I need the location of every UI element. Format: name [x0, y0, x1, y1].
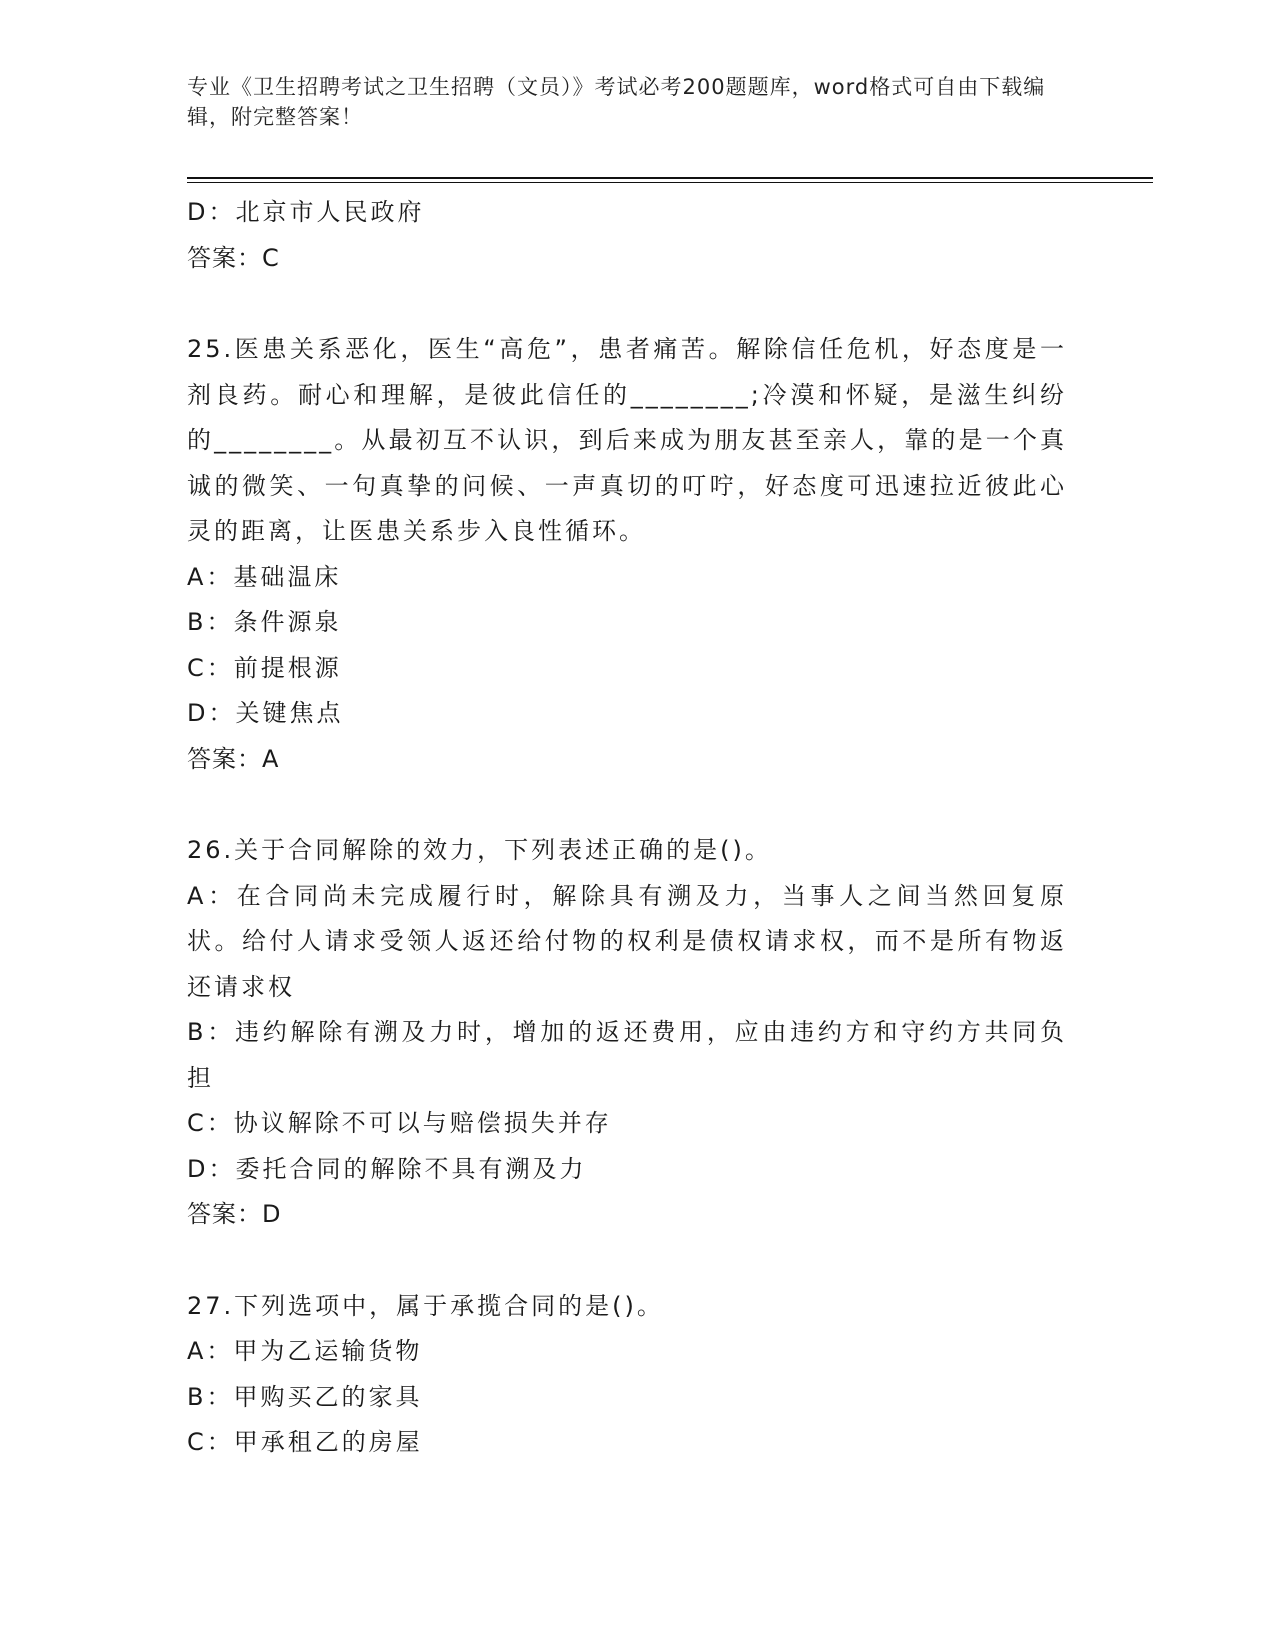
option-b: B：甲购买乙的家具 [187, 1382, 423, 1411]
option-c: C：协议解除不可以与赔偿损失并存 [187, 1109, 612, 1137]
header-title: 专业《卫生招聘考试之卫生招聘（文员）》考试必考200题题库，word格式可自由下载编辑，附完整答案！ [187, 75, 1046, 129]
answer-line: 答案：D [187, 1200, 282, 1228]
answer-line: 答案：A [187, 744, 280, 773]
carryover-block [187, 190, 1067, 281]
option-a: A：甲为乙运输货物 [187, 1337, 423, 1365]
answer-line: 答案：C [187, 243, 280, 272]
document-header [187, 72, 1067, 132]
option-d: D：关键焦点 [187, 699, 344, 727]
question-27 [187, 1284, 1067, 1466]
option-c: C：甲承租乙的房屋 [187, 1428, 423, 1456]
option-c: C：前提根源 [187, 653, 342, 682]
option-b: B：违约解除有溯及力时，增加的返还费用，应由违约方和守约方共同负担 [187, 1018, 1067, 1092]
option-b: B：条件源泉 [187, 608, 342, 636]
option-d: D：委托合同的解除不具有溯及力 [187, 1154, 587, 1183]
document-body [187, 190, 1067, 1466]
header-rule-thin [187, 182, 1153, 183]
question-25 [187, 327, 1067, 782]
option-d: D：北京市人民政府 [187, 198, 425, 226]
option-a: A：在合同尚未完成履行时，解除具有溯及力，当事人之间当然回复原状。给付人请求受领人返还给付物的权利是债权请求权，而不是所有物返还请求权 [187, 881, 1067, 1001]
question-stem: 27.下列选项中，属于承揽合同的是()。 [187, 1291, 664, 1320]
question-26 [187, 828, 1067, 1238]
question-stem: 26.关于合同解除的效力，下列表述正确的是()。 [187, 836, 772, 864]
question-stem: 25.医患关系恶化，医生“高危”，患者痛苦。解除信任危机，好态度是一剂良药。耐心和理解，是彼此信任的________;冷漠和怀疑，是滋生纠纷的________。从最初互不认识，到后来成为朋友甚至亲人，靠的是一个真诚的微笑、一句真挚的问候、一声真切的叮咛，好态度可迅速拉近彼此心灵的距离，让医患关系步入良性循环。 [187, 335, 1067, 545]
header-rule-thick [187, 177, 1153, 179]
option-a: A：基础温床 [187, 562, 342, 591]
